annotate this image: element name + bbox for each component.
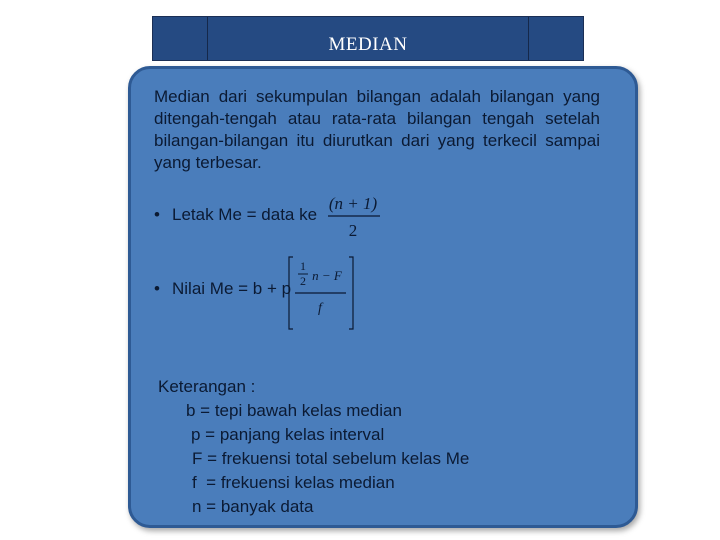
formula-letak-numerator: (n + 1): [328, 194, 378, 213]
median-definition: Median dari sekumpulan bilangan adalah bilangan yang ditengah-tengah atau rata-rata bilangan tengah setelah bilangan-bilangan itu diurutkan dari yang terkecil sampai yang terbesar.: [154, 87, 600, 172]
legend-item-F: F = frekuensi total sebelum kelas Me: [192, 449, 470, 468]
legend-item-p: p = panjang kelas interval: [191, 425, 385, 444]
legend-heading: Keterangan :: [158, 377, 256, 396]
formula-nilai-term: n − F: [312, 268, 342, 283]
legend-item-n: n = banyak data: [192, 497, 314, 516]
bullet-marker: •: [154, 279, 160, 298]
right-bracket: [349, 257, 353, 329]
formula-nilai: [286, 254, 356, 332]
half-denominator: 2: [300, 274, 306, 288]
title-cell-right: [528, 17, 583, 60]
title-cell-left: [153, 17, 208, 60]
bullet-letak: [154, 205, 317, 225]
legend-item-f: f = frekuensi kelas median: [192, 473, 395, 492]
bullet-marker: •: [154, 205, 160, 224]
bullet-nilai-text: Nilai Me = b + p: [172, 279, 292, 298]
half-numerator: 1: [300, 259, 306, 273]
bullet-nilai: [154, 279, 291, 299]
bullet-letak-text: Letak Me = data ke: [172, 205, 318, 224]
title-bar: [152, 16, 584, 61]
formula-letak-denominator: 2: [348, 221, 358, 240]
formula-letak: [322, 190, 384, 242]
formula-nilai-denominator: f: [318, 301, 322, 316]
legend-item-b: b = tepi bawah kelas median: [186, 401, 402, 420]
slide-title: MEDIAN: [328, 33, 408, 55]
left-bracket: [289, 257, 293, 329]
legend: [158, 375, 469, 519]
